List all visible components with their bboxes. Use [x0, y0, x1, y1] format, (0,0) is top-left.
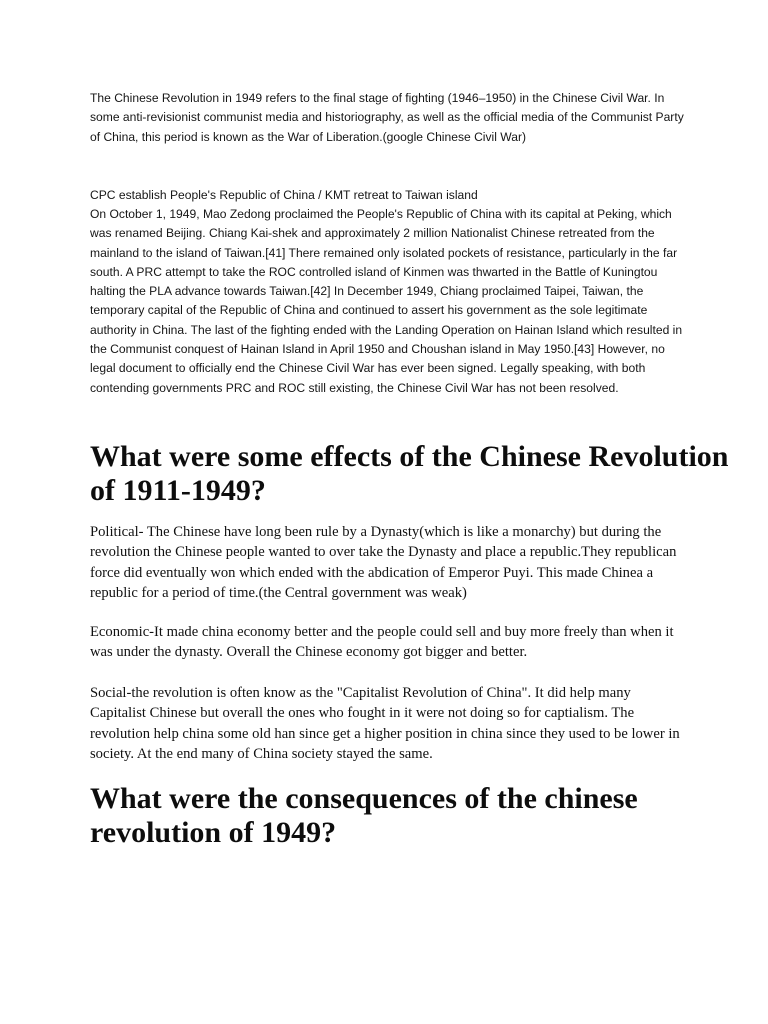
consequences-heading: What were the consequences of the chinese revolution of 1949?: [90, 782, 638, 849]
social-paragraph: Social-the revolution is often know as the "Capitalist Revolution of China". It did help many Capitalist Chinese but overall the ones who fought in it were not doing so for captialism. The revolution help china some old han since get a higher position in china since they used to be lower in society. At the end many of China society stayed the same.: [90, 685, 680, 763]
effects-heading: What were some effects of the Chinese Revolution of 1911-1949?: [90, 440, 729, 507]
intro-paragraph: The Chinese Revolution in 1949 refers to the final stage of fighting (1946–1950) in the Chinese Civil War. In some anti-revisionist communist media and historiography, as well as the official media of the Communist Party of China, this period is known as the War of Liberation.(google Chinese Civil War): [90, 91, 684, 144]
cpc-paragraph: On October 1, 1949, Mao Zedong proclaimed the People's Republic of China with its capital at Peking, which was renamed Beijing. Chiang Kai-shek and approximately 2 million Nationalist Chinese retreated from the mainland to the island of Taiwan.[41] There remained only isolated pockets of resistance, particularly in the far south. A PRC attempt to take the ROC controlled island of Kinmen was thwarted in the Battle of Kuningtou halting the PLA advance towards Taiwan.[42] In December 1949, Chiang proclaimed Taipei, Taiwan, the temporary capital of the Republic of China and continued to assert his government as the sole legitimate authority in China. The last of the fighting ended with the Landing Operation on Hainan Island which resulted in the Communist conquest of Hainan Island in April 1950 and Choushan island in May 1950.[43] However, no legal document to officially end the Chinese Civil War has ever been signed. Legally speaking, with both contending governments PRC and ROC still existing, the Chinese Civil War has not been resolved.: [90, 207, 683, 395]
cpc-section-heading: CPC establish People's Republic of China / KMT retreat to Taiwan island: [90, 188, 478, 202]
political-paragraph: Political- The Chinese have long been rule by a Dynasty(which is like a monarchy) but during the revolution the Chinese people wanted to over take the Dynasty and place a republic.They republican force did eventually won which ended with the abdication of Emperor Puyi. This made Chinea a republic for a period of time.(the Central government was weak): [90, 524, 677, 602]
economic-paragraph: Economic-It made china economy better and the people could sell and buy more freely than when it was under the dynasty. Overall the Chinese economy got bigger and better.: [90, 624, 674, 661]
